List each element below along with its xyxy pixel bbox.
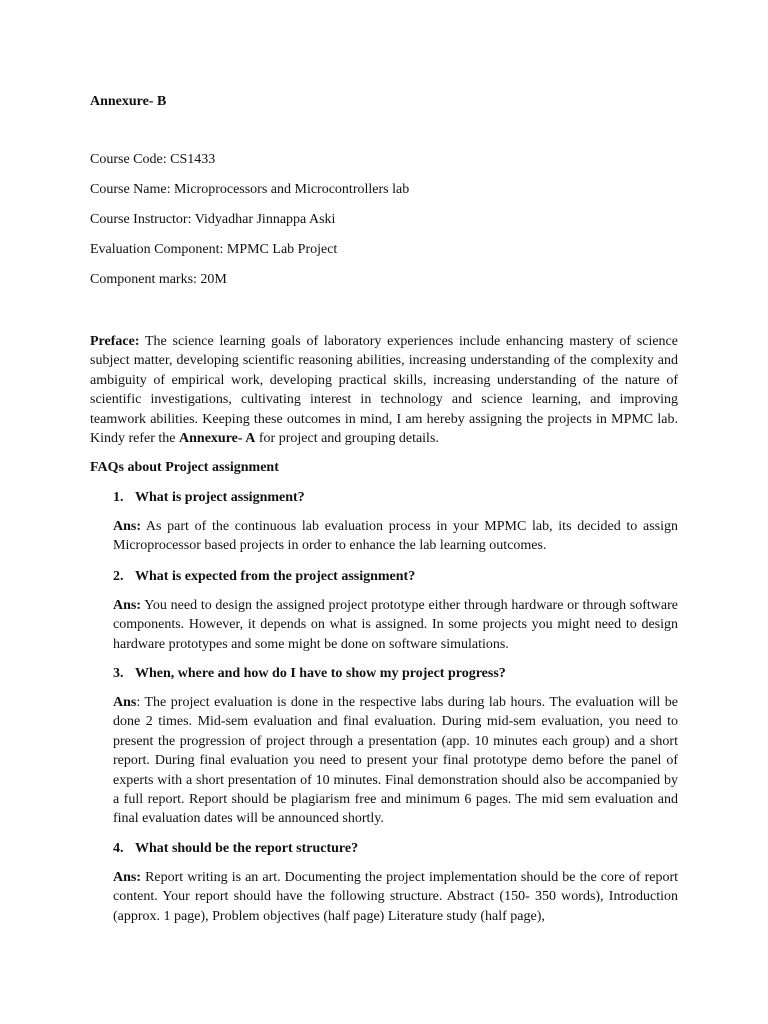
faq-question-text: What should be the report structure? [135,841,359,856]
faq-question-text: What is project assignment? [135,490,305,505]
faq-answer-4 [113,868,678,926]
answer-text: As part of the continuous lab evaluation process in your MPMC lab, its decided to assign Microprocessor based projects in order to enhance the lab learning outcomes. [113,519,678,554]
preface-text-1: The science learning goals of laboratory experiences include enhancing mastery of science subject matter, developing scientific reasoning abilities, increasing understanding of the complexity and ambiguity of empirical work, developing practical skills, increasing understanding of the nature of scientific investigations, cultivating interest in technology and science learning, and improving teamwork abilities. Keeping these outcomes in mind, I am hereby assigning the projects in MPMC lab. Kindy refer the [90,334,678,447]
annexure-title: Annexure- B [90,94,167,109]
ans-label: Ans: [113,598,142,613]
answer-text: Report writing is an art. Documenting the project implementation should be the core of report content. Your report should have the following structure. Abstract (150- 350 words), Introduction (approx. 1 page), Problem objectives (half page) Literature study (half page), [113,870,678,924]
preface-text-2: for project and grouping details. [255,431,439,447]
ans-label: Ans: [113,519,142,534]
answer-text: You need to design the assigned project prototype either through hardware or through software components. However, it depends on what is assigned. In some projects you might need to design hardware prototypes and some might be done on software simulations. [113,598,678,652]
ans-label: Ans: [113,870,142,885]
faq-number: 3. [113,666,124,681]
faq-answer-1 [113,517,678,556]
faq-question-4 [113,839,358,859]
preface-label: Preface: [90,334,140,349]
faq-question-text: What is expected from the project assignment? [135,569,416,584]
evaluation-component: Evaluation Component: MPMC Lab Project [90,242,338,257]
component-marks: Component marks: 20M [90,272,227,287]
answer-text: : The project evaluation is done in the respective labs during lab hours. The evaluation will be done 2 times. Mid-sem evaluation and final evaluation. During mid-sem evaluation, you need to present the progression of project through a presentation (app. 10 minutes each group) and a short report. During final evaluation you need to present your final prototype demo before the panel of experts with a short presentation of 10 minutes. Final demonstration should also be accompanied by a full report. Report should be plagiarism free and minimum 6 pages. The mid sem evaluation and final evaluation dates will be announced shortly. [113,695,678,827]
annexure-a-reference: Annexure- A [179,431,256,447]
faq-question-1 [113,488,305,508]
preface-paragraph [90,332,678,448]
faq-question-2 [113,567,415,587]
faq-number: 1. [113,490,124,505]
course-name: Course Name: Microprocessors and Microcontrollers lab [90,182,410,197]
faq-number: 2. [113,569,124,584]
faq-answer-3 [113,693,678,829]
course-instructor: Course Instructor: Vidyadhar Jinnappa Aski [90,212,336,227]
faq-heading: FAQs about Project assignment [90,460,279,475]
faq-number: 4. [113,841,124,856]
faq-question-3 [113,664,506,684]
faq-answer-2 [113,596,678,654]
course-code: Course Code: CS1433 [90,152,216,167]
faq-question-text: When, where and how do I have to show my project progress? [135,666,506,681]
ans-label: Ans [113,695,137,710]
